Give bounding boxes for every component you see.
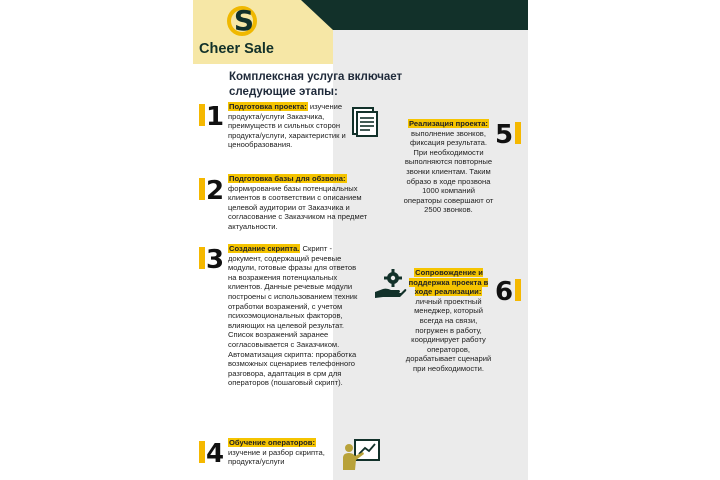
step-marker-3 — [199, 247, 205, 269]
step-marker-2 — [199, 178, 205, 200]
step-5 — [403, 119, 494, 215]
step-6 — [403, 268, 494, 374]
step-title-4: Обучение операторов: — [229, 438, 315, 447]
step-body-5: выполнение звонков, фиксация результата. При необходимости выполняются повторные звонки клиентам. Таким образо в ходе прозвона 1000 компаний операторы совершают от 2500 звонков. — [403, 128, 494, 215]
page-heading: Комплексная услуга включает следующие этапы: — [229, 71, 403, 98]
step-marker-4 — [199, 441, 205, 463]
step-number-6: 6 — [495, 277, 514, 307]
step-number-5: 5 — [495, 120, 514, 150]
step-3 — [228, 244, 366, 388]
header-diagonal — [301, 0, 333, 30]
header-band — [333, 0, 528, 30]
gear-hand-icon — [373, 268, 407, 300]
step-title-6: Сопровождение и поддержка проекта в ходе реализации: — [408, 268, 489, 297]
step-body-2: формирование базы потенциальных клиентов в соответствии с описанием целевой аудитории от Заказчика и согласование с Заказчиком на предмет актуальности. — [228, 183, 368, 231]
step-number-2: 2 — [206, 176, 225, 206]
step-title-2: Подготовка базы для обзвона: — [229, 174, 346, 183]
poster — [193, 0, 528, 480]
step-1 — [228, 102, 346, 150]
document-icon — [350, 106, 380, 138]
step-marker-6 — [515, 279, 521, 301]
logo-mark: S — [233, 4, 255, 37]
step-body-4: изучение и разбор скрипта, продукта/услуги — [228, 447, 325, 467]
teacher-board-icon — [341, 436, 381, 472]
step-title-5: Реализация проекта: — [409, 119, 488, 128]
step-2 — [228, 174, 374, 232]
step-body-6: личный проектный менеджер, который всегда на связи, погружен в работу, координирует работу операторов, дорабатывает сценарий при необходимости. — [405, 296, 492, 373]
step-marker-5 — [515, 122, 521, 144]
step-title-1: Подготовка проекта: — [229, 102, 307, 111]
step-number-3: 3 — [206, 245, 225, 275]
step-number-4: 4 — [206, 439, 225, 469]
step-number-1: 1 — [206, 102, 225, 132]
step-title-3: Создание скрипта. — [229, 244, 300, 253]
step-body-1: изучение продукта/услуги Заказчика, преимуществ и сильных сторон продукта/услуги, характеристик и ценообразования. — [228, 102, 346, 150]
step-4 — [228, 438, 340, 467]
step-marker-1 — [199, 104, 205, 126]
step-body-3: Скрипт - документ, содержащий речевые модули, готовые фразы для ответов на возражения потенциальных клиентов. Данные речевые модули построены с использованием техник отработки возражений, с учетом психоэмоциональных факторов, влияющих на целевой результат. Список возражений заранее согласовывается с Заказчиком. Автоматизация скрипта: проработка возможных сценариев телефонного разговора, адаптация в срм для операторов (пошаговый скрипт). — [228, 244, 358, 388]
brand-name: Cheer Sale — [199, 41, 274, 57]
